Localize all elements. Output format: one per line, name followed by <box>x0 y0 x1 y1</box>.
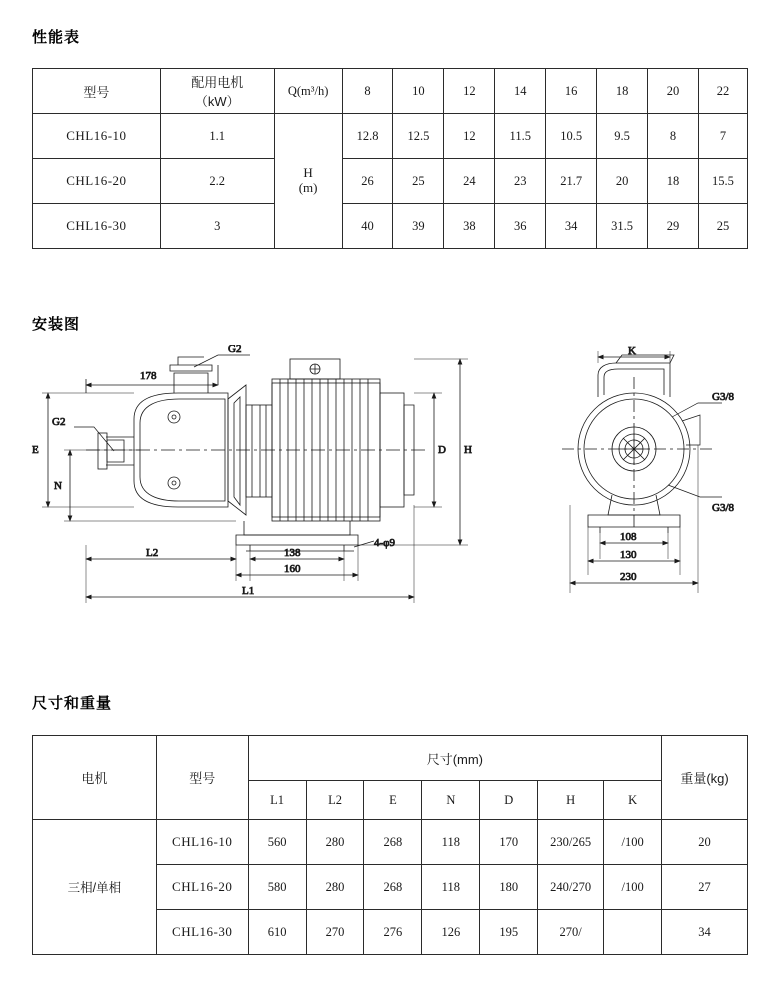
dim-130-label: 130 <box>620 549 637 561</box>
cell-E: 276 <box>364 910 422 955</box>
installation-section-title: 安装图 <box>32 316 81 333</box>
cell-D: 170 <box>480 820 538 865</box>
header-col-D: D <box>480 781 538 820</box>
row-motor: 2.2 <box>160 159 274 204</box>
dim-D-label: D <box>438 444 446 456</box>
header-flow-7: 22 <box>698 69 747 114</box>
dim-g2-top-label: G2 <box>228 345 242 355</box>
cell-model: CHL16-30 <box>156 910 248 955</box>
row-motor: 1.1 <box>160 114 274 159</box>
cell-head: 15.5 <box>698 159 747 204</box>
dim-holes-label: 4-φ9 <box>374 537 396 549</box>
table-header-row <box>33 69 748 114</box>
head-unit-cell <box>274 114 342 249</box>
cell-E: 268 <box>364 865 422 910</box>
header-flow: Q(m³/h) <box>274 69 342 114</box>
header-col-N: N <box>422 781 480 820</box>
cell-head: 10.5 <box>546 114 597 159</box>
cell-head: 38 <box>444 204 495 249</box>
dim-230-label: 230 <box>620 571 637 583</box>
dim-L2-label: L2 <box>146 547 159 559</box>
cell-N: 126 <box>422 910 480 955</box>
cell-D: 180 <box>480 865 538 910</box>
dimensions-table <box>32 735 748 955</box>
row-model: CHL16-10 <box>33 114 161 159</box>
dim-178-label: 178 <box>140 370 157 382</box>
dimensions-section-title: 尺寸和重量 <box>32 695 113 712</box>
cell-L2: 280 <box>306 865 364 910</box>
cell-head: 8 <box>648 114 699 159</box>
installation-drawing <box>22 345 758 645</box>
dim-160-label: 160 <box>284 563 301 575</box>
cell-motor-type: 三相/单相 <box>33 820 157 955</box>
cell-head: 12 <box>444 114 495 159</box>
header-model: 型号 <box>33 69 161 114</box>
cell-head: 20 <box>597 159 648 204</box>
dim-L1-label: L1 <box>242 585 255 597</box>
header-flow-3: 14 <box>495 69 546 114</box>
header-col-E: E <box>364 781 422 820</box>
row-motor: 3 <box>160 204 274 249</box>
cell-K: /100 <box>604 820 662 865</box>
header-motor-type: 电机 <box>33 736 157 820</box>
cell-head: 39 <box>393 204 444 249</box>
cell-H: 240/270 <box>538 865 604 910</box>
dim-g2-left-label: G2 <box>52 416 66 428</box>
dim-g38-top-label: G3/8 <box>712 391 734 403</box>
cell-head: 7 <box>698 114 747 159</box>
cell-head: 11.5 <box>495 114 546 159</box>
header-motor-line1: 配用电机 <box>191 75 244 90</box>
header-size-group: 尺寸(mm) <box>248 736 661 781</box>
header-col-H: H <box>538 781 604 820</box>
header-flow-1: 10 <box>393 69 444 114</box>
dim-H-label: H <box>464 444 472 456</box>
cell-head: 25 <box>698 204 747 249</box>
performance-table <box>32 68 748 249</box>
table-row <box>33 820 748 865</box>
cell-head: 29 <box>648 204 699 249</box>
cell-L1: 580 <box>248 865 306 910</box>
cell-model: CHL16-10 <box>156 820 248 865</box>
cell-L2: 270 <box>306 910 364 955</box>
cell-head: 18 <box>648 159 699 204</box>
cell-H: 230/265 <box>538 820 604 865</box>
cell-head: 21.7 <box>546 159 597 204</box>
dim-108-label: 108 <box>620 531 637 543</box>
cell-weight: 34 <box>662 910 748 955</box>
cell-N: 118 <box>422 820 480 865</box>
header-col-L2: L2 <box>306 781 364 820</box>
header-flow-6: 20 <box>648 69 699 114</box>
head-unit-line2: (m) <box>298 180 318 195</box>
cell-head: 31.5 <box>597 204 648 249</box>
cell-D: 195 <box>480 910 538 955</box>
cell-N: 118 <box>422 865 480 910</box>
table-row <box>33 204 748 249</box>
cell-K <box>604 910 662 955</box>
dim-K-label: K <box>628 345 636 357</box>
row-model: CHL16-30 <box>33 204 161 249</box>
header-motor <box>160 69 274 114</box>
header-model: 型号 <box>156 736 248 820</box>
header-flow-2: 12 <box>444 69 495 114</box>
cell-head: 25 <box>393 159 444 204</box>
cell-weight: 27 <box>662 865 748 910</box>
cell-H: 270/ <box>538 910 604 955</box>
cell-head: 40 <box>342 204 393 249</box>
header-col-K: K <box>604 781 662 820</box>
header-flow-5: 18 <box>597 69 648 114</box>
dim-N-label: N <box>54 480 62 492</box>
cell-head: 23 <box>495 159 546 204</box>
cell-head: 34 <box>546 204 597 249</box>
cell-E: 268 <box>364 820 422 865</box>
header-weight: 重量(kg) <box>662 736 748 820</box>
dim-138-label: 138 <box>284 547 301 559</box>
performance-section-title: 性能表 <box>32 29 81 46</box>
table-row <box>33 114 748 159</box>
header-col-L1: L1 <box>248 781 306 820</box>
header-flow-4: 16 <box>546 69 597 114</box>
dim-E-label: E <box>32 444 39 456</box>
cell-weight: 20 <box>662 820 748 865</box>
table-row <box>33 159 748 204</box>
table-header-row <box>33 736 748 781</box>
cell-K: /100 <box>604 865 662 910</box>
cell-head: 9.5 <box>597 114 648 159</box>
cell-head: 12.8 <box>342 114 393 159</box>
dim-g38-bottom-label: G3/8 <box>712 502 734 514</box>
header-motor-line2: （kW） <box>194 94 240 109</box>
cell-head: 12.5 <box>393 114 444 159</box>
cell-L1: 560 <box>248 820 306 865</box>
cell-head: 26 <box>342 159 393 204</box>
cell-head: 24 <box>444 159 495 204</box>
header-flow-0: 8 <box>342 69 393 114</box>
cell-head: 36 <box>495 204 546 249</box>
cell-L2: 280 <box>306 820 364 865</box>
row-model: CHL16-20 <box>33 159 161 204</box>
cell-model: CHL16-20 <box>156 865 248 910</box>
cell-L1: 610 <box>248 910 306 955</box>
head-unit-line1: H <box>303 165 313 181</box>
